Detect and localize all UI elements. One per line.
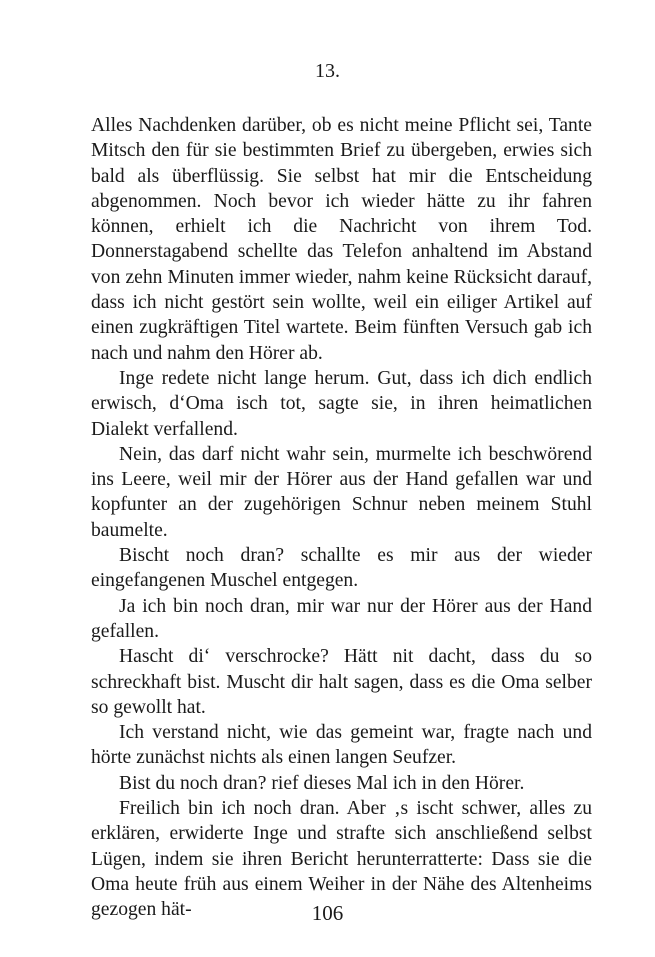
chapter-number: 13. (315, 60, 340, 82)
paragraph: Bischt noch dran? schallte es mir aus der wieder eingefangenen Muschel entgegen. (91, 545, 592, 592)
paragraph: Ja ich bin noch dran, mir war nur der Hörer aus der Hand gefallen. (91, 595, 592, 642)
paragraph: Inge redete nicht lange herum. Gut, dass ich dich endlich erwisch, d‘Oma isch tot, sagte sie, in ihren heimatlichen Dialekt verfallend. (91, 367, 592, 440)
body-text (91, 113, 592, 923)
page-number: 106 (311, 901, 344, 925)
paragraph: Nein, das darf nicht wahr sein, murmelte ich beschwörend ins Leere, weil mir der Hörer aus der Hand gefallen war und kopfunter an der zugehörigen Schnur neben meinem Stuhl baumelte. (91, 443, 592, 541)
paragraph: Ich verstand nicht, wie das gemeint war, fragte nach und hörte zunächst nichts als einen langen Seufzer. (91, 722, 592, 769)
paragraph: Freilich bin ich noch dran. Aber ‚s ischt schwer, alles zu erklären, erwiderte Inge und strafte sich anschließend selbst Lügen, indem sie ihren Bericht herunterratterte: Dass sie die Oma heute früh aus einem Weiher in der Nähe des Altenheims gezogen hät- (91, 798, 592, 921)
paragraph: Hascht di‘ verschrocke? Hätt nit dacht, dass du so schreckhaft bist. Muscht dir halt sagen, dass es die Oma selber so gewollt hat. (91, 646, 592, 718)
paragraph: Bist du noch dran? rief dieses Mal ich in den Hörer. (119, 772, 525, 794)
paragraph: Alles Nachdenken darüber, ob es nicht meine Pflicht sei, Tante Mitsch den für sie bestimmten Brief zu übergeben, erwies sich bald als überflüssig. Sie selbst hat mir die Entscheidung abgenommen. Noch bevor ich wieder hätte zu ihr fahren können, erhielt ich die Nachricht von ihrem Tod. Donnerstagabend schellte das Telefon anhaltend im Abstand von zehn Minuten immer wieder, nahm keine Rücksicht darauf, dass ich nicht gestört sein wollte, weil ein eiliger Artikel auf einen zugkräftigen Titel wartete. Beim fünften Versuch gab ich nach und nahm den Hörer ab. (91, 115, 592, 364)
